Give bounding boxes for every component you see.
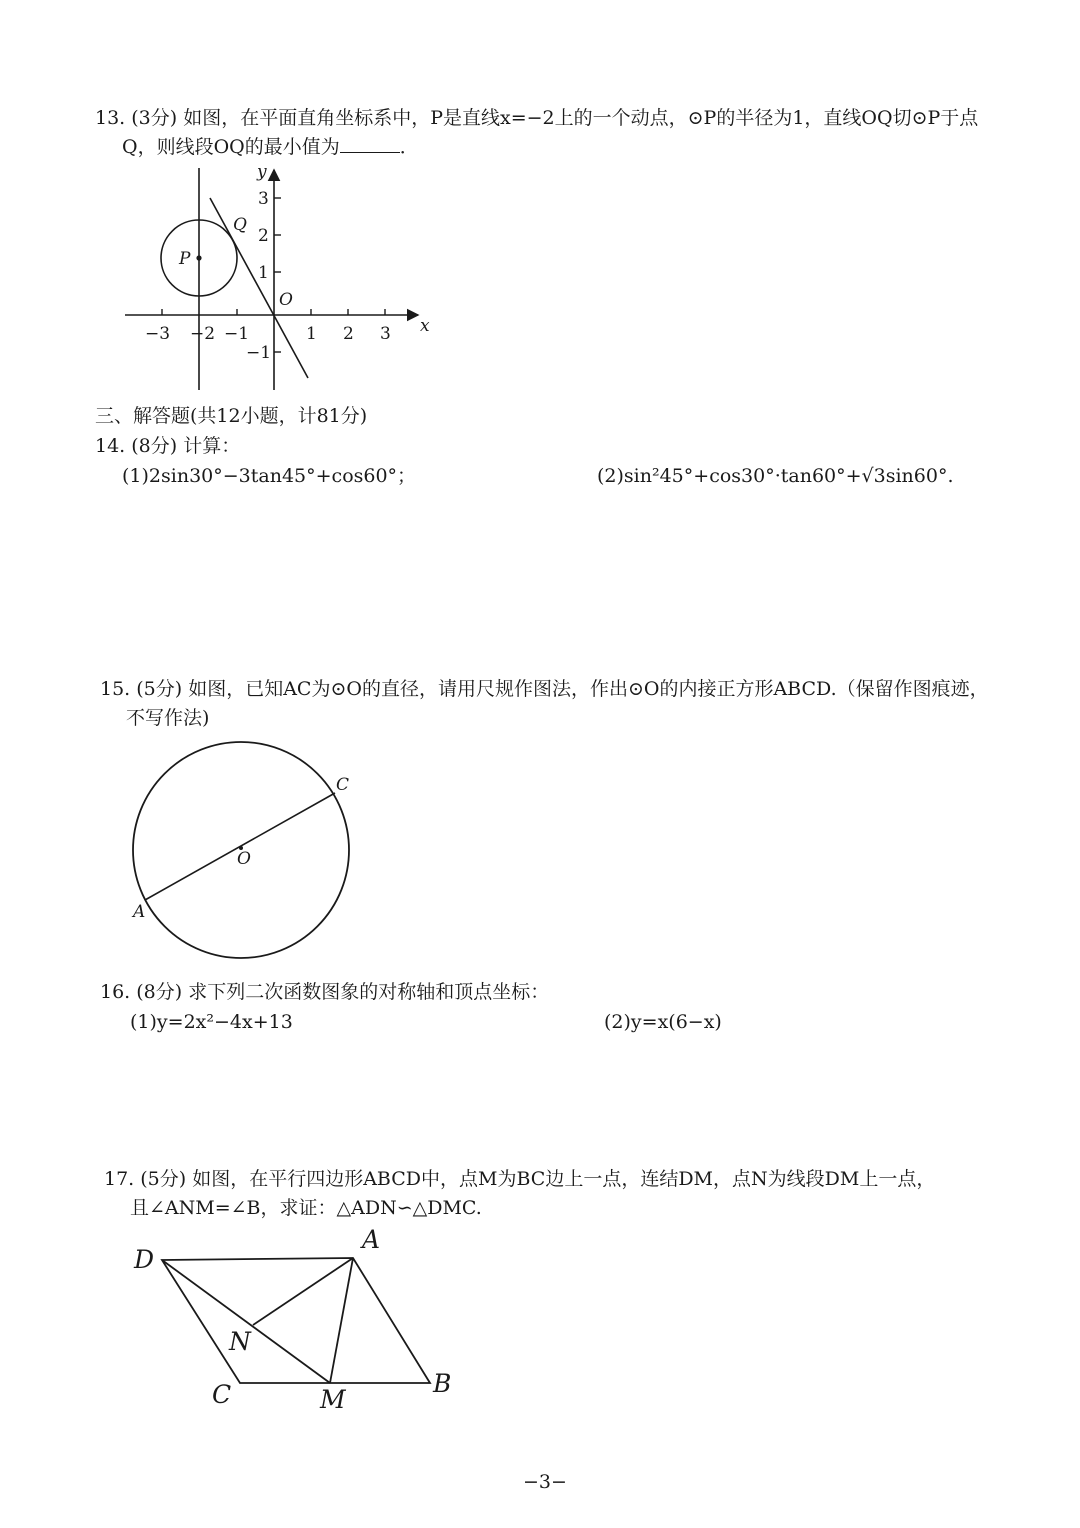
q13-figure [115,160,445,395]
y-tick-1: 1 [258,263,269,283]
point-p-label: P [179,249,191,269]
y-axis-label: y [257,162,267,182]
label-d: D [134,1245,155,1274]
q16-part2: (2)y=x(6−x) [604,1011,722,1033]
q16-part1: (1)y=2x²−4x+13 [130,1011,293,1033]
label-b: B [433,1369,452,1398]
label-m: M [320,1385,346,1414]
label-o: O [237,849,251,869]
x-tick-3: 3 [380,324,391,344]
x-axis-label: x [420,316,430,336]
q13-line2-text: Q，则线段OQ的最小值为 [122,136,340,158]
segment-dm [162,1260,330,1383]
x-tick-1: 1 [306,324,317,344]
q17-figure [125,1220,470,1415]
q17-line1: 17. (5分) 如图，在平行四边形ABCD中，点M为BC边上一点，连结DM，点N为线段DM上一点， [104,1168,936,1190]
q14-part2: (2)sin²45°+cos30°·tan60°+√3sin60°. [597,465,954,487]
segment-an [253,1258,353,1325]
answer-blank [340,134,400,153]
point-q-label: Q [233,215,247,235]
q14-stem: 14. (8分) 计算： [95,435,241,457]
page-number: −3− [523,1471,567,1493]
y-tick-3: 3 [258,189,269,209]
origin-label: O [279,290,293,310]
q15-line1: 15. (5分) 如图，已知AC为⊙O的直径，请用尺规作图法，作出⊙O的内接正方形ABCD.（保留作图痕迹， [100,678,989,700]
x-tick-neg3: −3 [145,324,171,344]
section3-title: 三、解答题(共12小题，计81分) [95,405,368,427]
segment-am [330,1258,353,1383]
label-c: C [212,1380,232,1409]
q15-figure [120,740,370,965]
q13-line2 [122,133,419,161]
q17-line2: 且∠ANM=∠B，求证：△ADN∽△DMC. [130,1197,482,1219]
q14-part1: (1)2sin30°−3tan45°+cos60°； [122,465,417,487]
x-tick-neg2: −2 [190,324,216,344]
q16-stem: 16. (8分) 求下列二次函数图象的对称轴和顶点坐标： [100,981,550,1003]
parallelogram-abcd [162,1258,430,1383]
point-p [196,255,201,260]
label-c: C [336,775,350,795]
y-tick-2: 2 [258,226,269,246]
q13-line1: 13. (3分) 如图，在平面直角坐标系中，P是直线x=−2上的一个动点，⊙P的半径为1，直线OQ切⊙P于点 [95,107,979,129]
x-tick-neg1: −1 [224,324,250,344]
label-n: N [229,1327,251,1356]
x-tick-2: 2 [343,324,354,344]
label-a: A [362,1225,381,1254]
q13-line2-end: ． [399,136,419,158]
y-tick-neg1: −1 [246,343,272,363]
label-a: A [133,902,146,922]
q15-line2: 不写作法) [126,707,210,729]
